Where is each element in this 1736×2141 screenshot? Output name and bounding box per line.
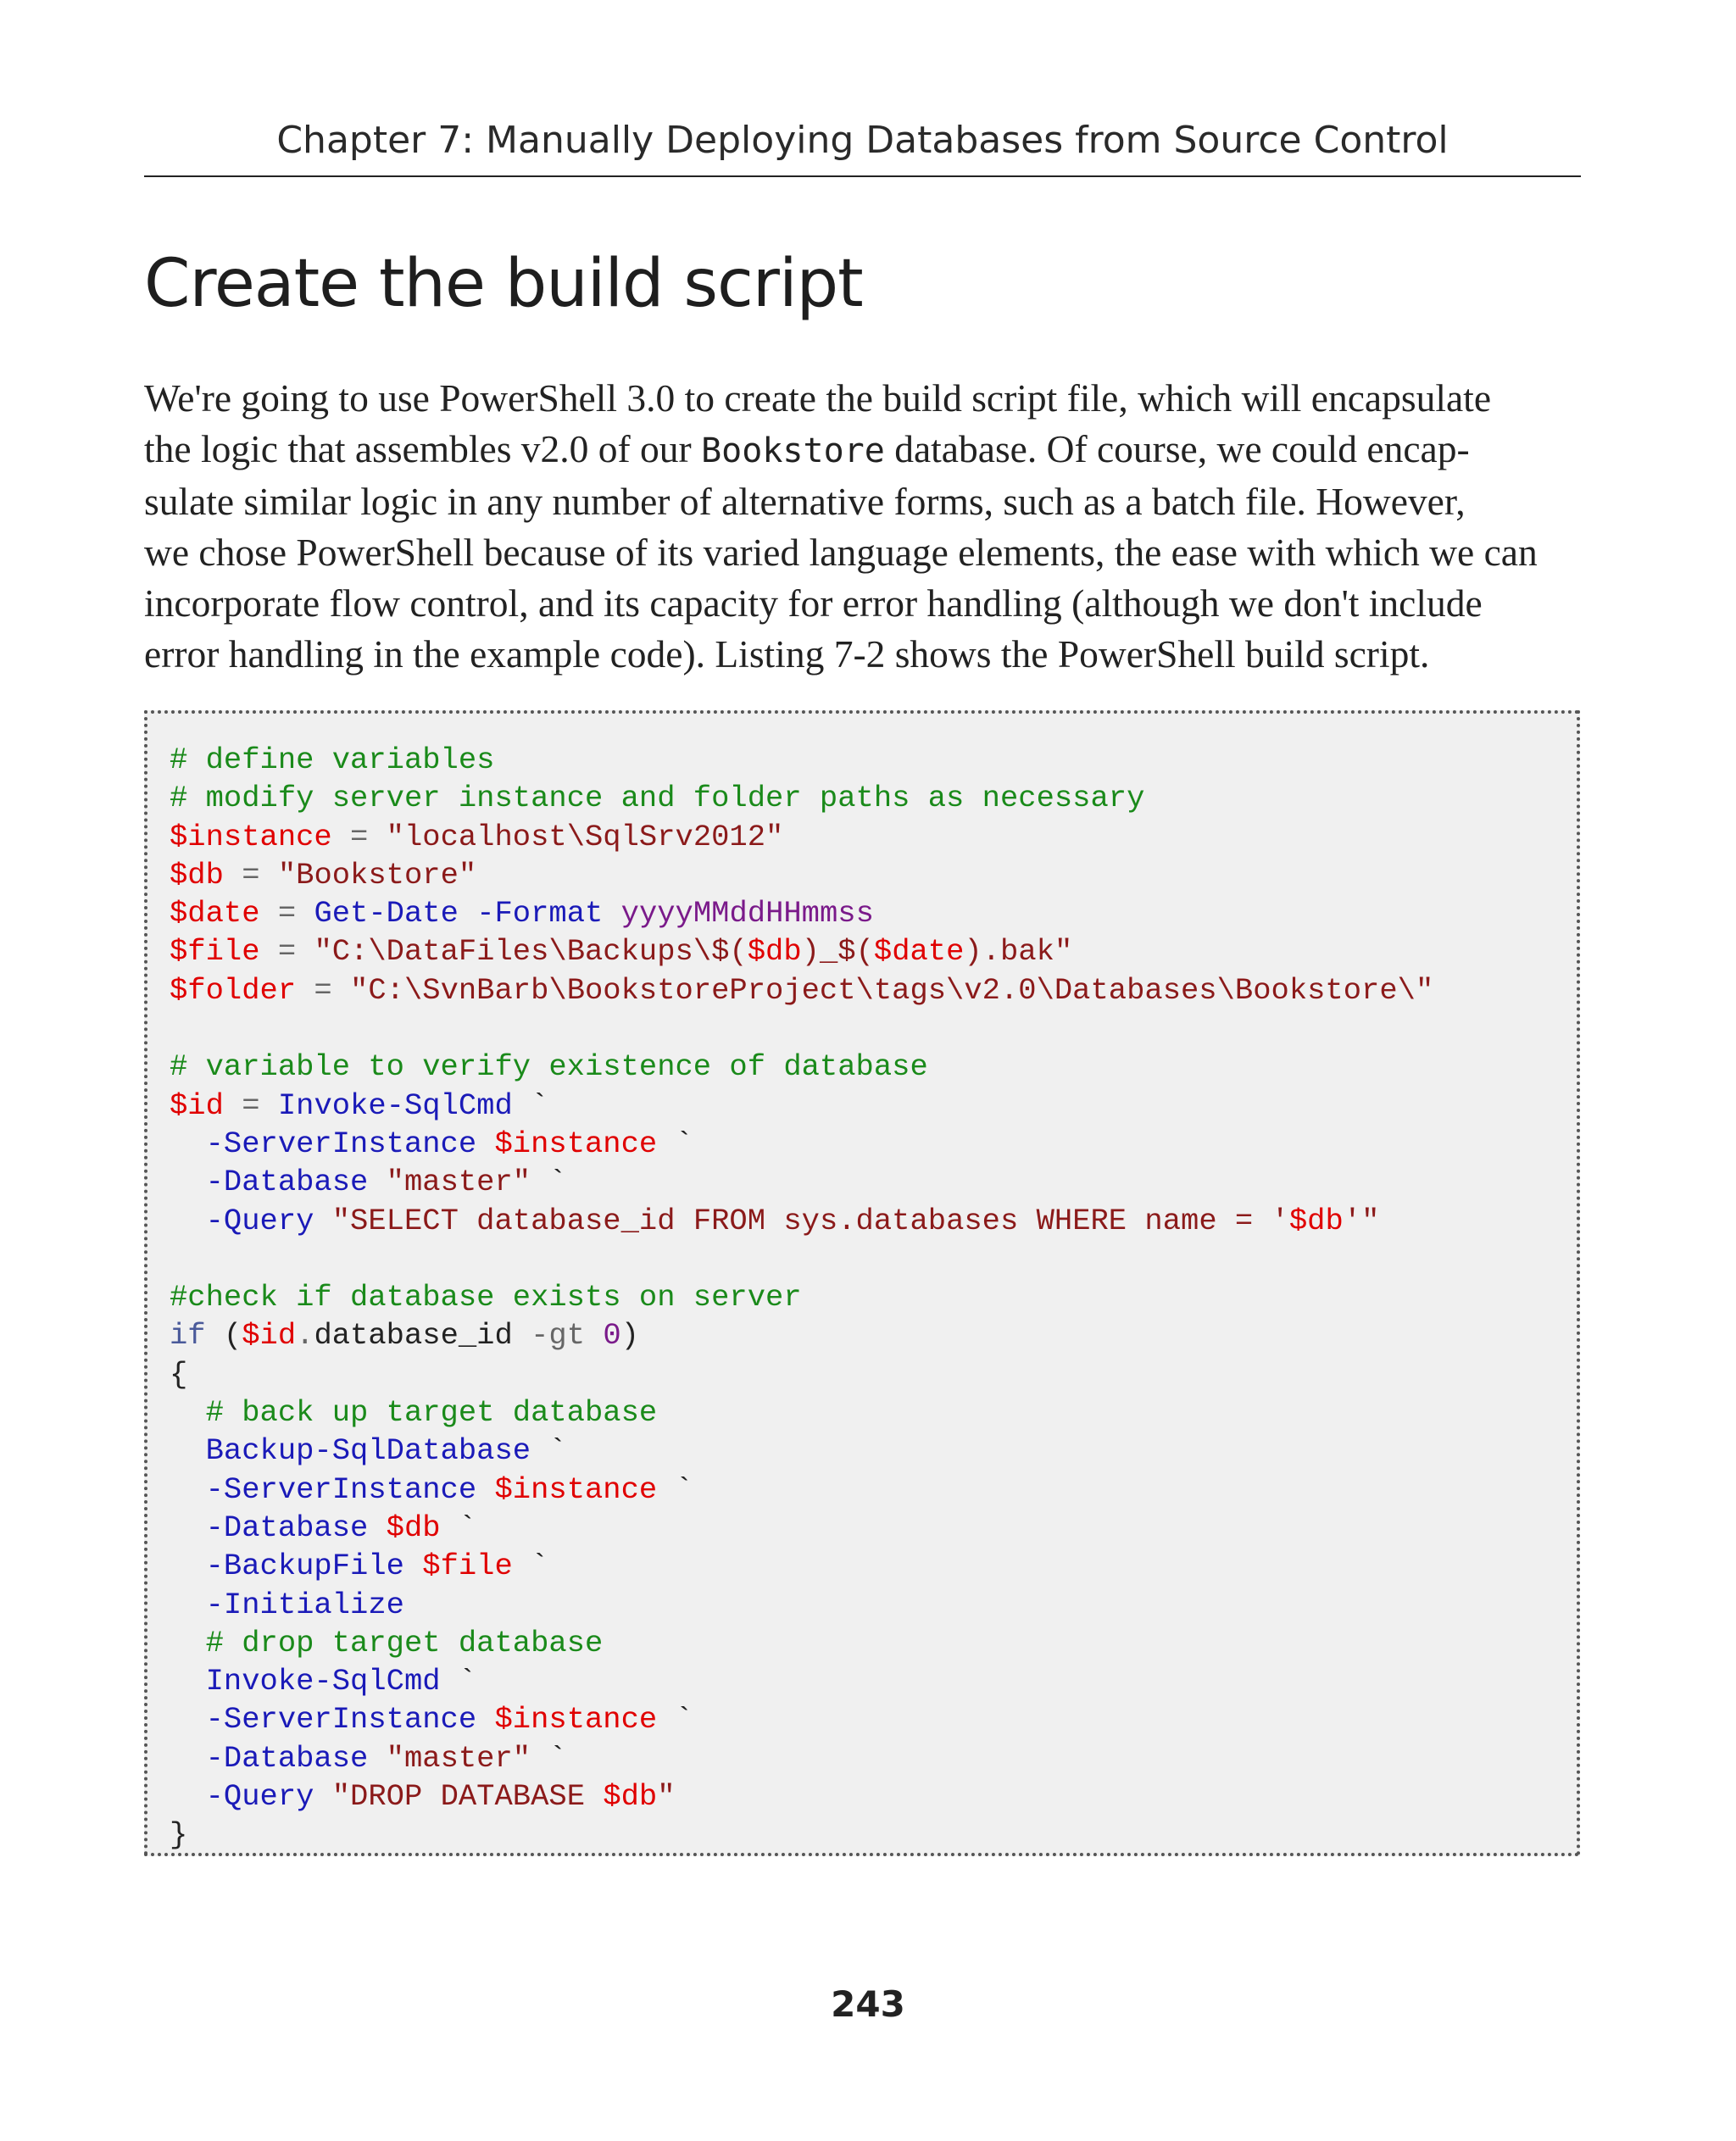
code-token (170, 1395, 206, 1430)
code-token: Backup-SqlDatabase (205, 1433, 531, 1469)
code-token (170, 1126, 206, 1161)
code-token: ` (440, 1510, 477, 1545)
code-token: # back up target database (205, 1395, 658, 1431)
code-token: "DROP DATABASE (331, 1779, 604, 1815)
code-token: Invoke-SqlCmd (205, 1664, 441, 1699)
code-token: Invoke-SqlCmd (277, 1087, 513, 1123)
code-token (459, 896, 476, 931)
code-token: ) (620, 1318, 639, 1354)
code-line (170, 1357, 187, 1392)
code-line (170, 820, 783, 854)
code-token (476, 1126, 494, 1161)
code-token: -Database (205, 1165, 369, 1200)
code-token: Get-Date (314, 896, 459, 931)
code-token (170, 1588, 206, 1622)
code-token: $db (603, 1779, 658, 1815)
code-token: = (331, 819, 387, 854)
code-token: )_$( (801, 934, 874, 970)
code-token: "SELECT database_id FROM sys.databases WHERE name = ' (331, 1203, 1289, 1238)
code-token (170, 1741, 206, 1776)
code-line (170, 1588, 404, 1622)
code-token: -Query (205, 1203, 314, 1238)
code-token (170, 1510, 206, 1545)
code-line (170, 1165, 567, 1199)
code-token (368, 1165, 386, 1199)
code-token (476, 1472, 494, 1507)
code-line (170, 1280, 802, 1315)
code-token: database_id (314, 1318, 531, 1354)
code-token (170, 1165, 206, 1199)
code-token (170, 1702, 206, 1737)
code-token: # variable to verify existence of database (170, 1049, 928, 1085)
code-token: -ServerInstance (205, 1702, 477, 1738)
code-line (170, 1779, 676, 1814)
code-token: ` (531, 1165, 567, 1200)
code-token: = (296, 972, 351, 1008)
code-token: if (170, 1318, 206, 1354)
code-token: -Initialize (205, 1587, 404, 1622)
code-token: $id (170, 1087, 224, 1123)
code-token: ` (531, 1433, 567, 1469)
code-token: -Database (205, 1510, 369, 1545)
code-line (170, 1549, 548, 1583)
code-token: ` (440, 1664, 477, 1699)
code-token: "Bookstore" (277, 857, 477, 893)
code-token: " (657, 1779, 676, 1815)
code-token (170, 1626, 206, 1660)
code-token (585, 1318, 603, 1353)
code-token: "localhost\SqlSrv2012" (386, 819, 784, 854)
code-line (170, 1126, 693, 1161)
code-token: $db (170, 857, 224, 893)
para-line-4: we chose PowerShell because of its varied language elements, the ease with which we can (144, 531, 1538, 574)
para-line-5: incorporate flow control, and its capacity for error handling (although we don't include (144, 581, 1483, 625)
code-token (170, 1433, 206, 1468)
code-token (368, 1741, 386, 1776)
code-token: $instance (494, 1471, 658, 1507)
code-token: ` (657, 1126, 693, 1161)
code-token: "C:\DataFiles\Backups\$( (314, 934, 748, 970)
code-token: -Database (205, 1740, 369, 1776)
code-line (170, 1510, 476, 1545)
code-token: = (223, 1087, 278, 1123)
code-token: ).bak" (964, 934, 1073, 970)
code-token: -Format (476, 896, 604, 931)
code-token (170, 1472, 206, 1507)
page-number: 243 (831, 1983, 905, 2025)
code-token: $db (1288, 1203, 1344, 1238)
inline-code-bookstore: Bookstore (701, 431, 885, 470)
code-token (314, 1779, 331, 1814)
code-block (170, 741, 1433, 1855)
code-line (170, 1088, 548, 1123)
code-token: . (296, 1318, 314, 1354)
code-token (170, 1664, 206, 1699)
code-token: $db (386, 1510, 441, 1545)
code-token: ` (531, 1740, 567, 1776)
code-token: ` (657, 1471, 693, 1507)
code-token: 0 (603, 1318, 621, 1354)
code-token: ` (512, 1549, 549, 1584)
code-token (314, 1204, 331, 1238)
code-token: -Query (205, 1779, 314, 1815)
code-line (170, 1049, 928, 1084)
para-line-6: error handling in the example code). Listing 7-2 shows the PowerShell build script. (144, 632, 1430, 676)
code-token (603, 896, 620, 931)
code-token: -BackupFile (205, 1549, 404, 1584)
code-line (170, 781, 1144, 815)
section-title: Create the build script (144, 246, 863, 322)
code-token: # drop target database (205, 1625, 604, 1660)
code-token (170, 1549, 206, 1583)
code-line (170, 1817, 187, 1852)
code-token: -ServerInstance (205, 1471, 477, 1507)
code-token: $date (170, 896, 260, 931)
code-token: -ServerInstance (205, 1126, 477, 1161)
code-token: $instance (170, 819, 332, 854)
code-token: ( (205, 1318, 242, 1354)
code-token: $file (170, 934, 260, 970)
code-token: = (259, 896, 314, 931)
code-token: "master" (386, 1740, 531, 1776)
code-token (170, 1779, 206, 1814)
running-header: Chapter 7: Manually Deploying Databases from Source Control (276, 119, 1449, 162)
code-line (170, 742, 494, 777)
code-token: ` (657, 1702, 693, 1738)
para-line-3: sulate similar logic in any number of alternative forms, such as a batch file. However, (144, 480, 1466, 523)
code-line (170, 1472, 693, 1507)
code-token: $instance (494, 1126, 658, 1161)
code-token (476, 1702, 494, 1737)
code-token: $folder (170, 972, 297, 1008)
code-token: '" (1343, 1203, 1380, 1238)
para-line-2a: the logic that assembles v2.0 of our (144, 427, 702, 470)
code-token: #check if database exists on server (170, 1280, 802, 1315)
code-line (170, 1433, 567, 1468)
code-line (170, 1702, 693, 1737)
code-token: } (170, 1817, 188, 1853)
code-line (170, 934, 1072, 969)
code-token: $id (242, 1318, 297, 1354)
code-token: { (170, 1356, 188, 1392)
code-token: "master" (386, 1165, 531, 1200)
code-line (170, 1664, 476, 1699)
code-token: yyyyMMddHHmmss (620, 896, 874, 931)
code-line (170, 1741, 567, 1776)
code-token: # modify server instance and folder paths as necessary (170, 781, 1145, 816)
code-line (170, 896, 874, 931)
code-listing (144, 710, 1580, 1856)
code-token: "C:\SvnBarb\BookstoreProject\tags\v2.0\Databases\Bookstore\" (350, 972, 1434, 1008)
code-token: ` (512, 1087, 549, 1123)
code-line (170, 1318, 639, 1353)
code-token (170, 1204, 206, 1238)
code-token (404, 1549, 422, 1583)
code-line (170, 1204, 1379, 1238)
code-token: $file (422, 1549, 513, 1584)
body-paragraph (144, 373, 1585, 680)
code-token: $instance (494, 1702, 658, 1738)
code-token: $db (747, 934, 802, 970)
header-rule (144, 175, 1581, 177)
code-token: $date (873, 934, 965, 970)
code-token: = (223, 857, 278, 893)
code-token: = (259, 934, 314, 970)
code-line (170, 973, 1433, 1008)
para-line-2b: database. Of course, we could encap- (884, 427, 1470, 470)
code-token: # define variables (170, 742, 495, 777)
code-token: -gt (531, 1318, 586, 1354)
code-line (170, 1626, 603, 1660)
code-line (170, 1395, 657, 1430)
code-line (170, 858, 476, 893)
para-line-1: We're going to use PowerShell 3.0 to create the build script file, which will encapsulate (144, 376, 1492, 420)
code-token (368, 1510, 386, 1545)
